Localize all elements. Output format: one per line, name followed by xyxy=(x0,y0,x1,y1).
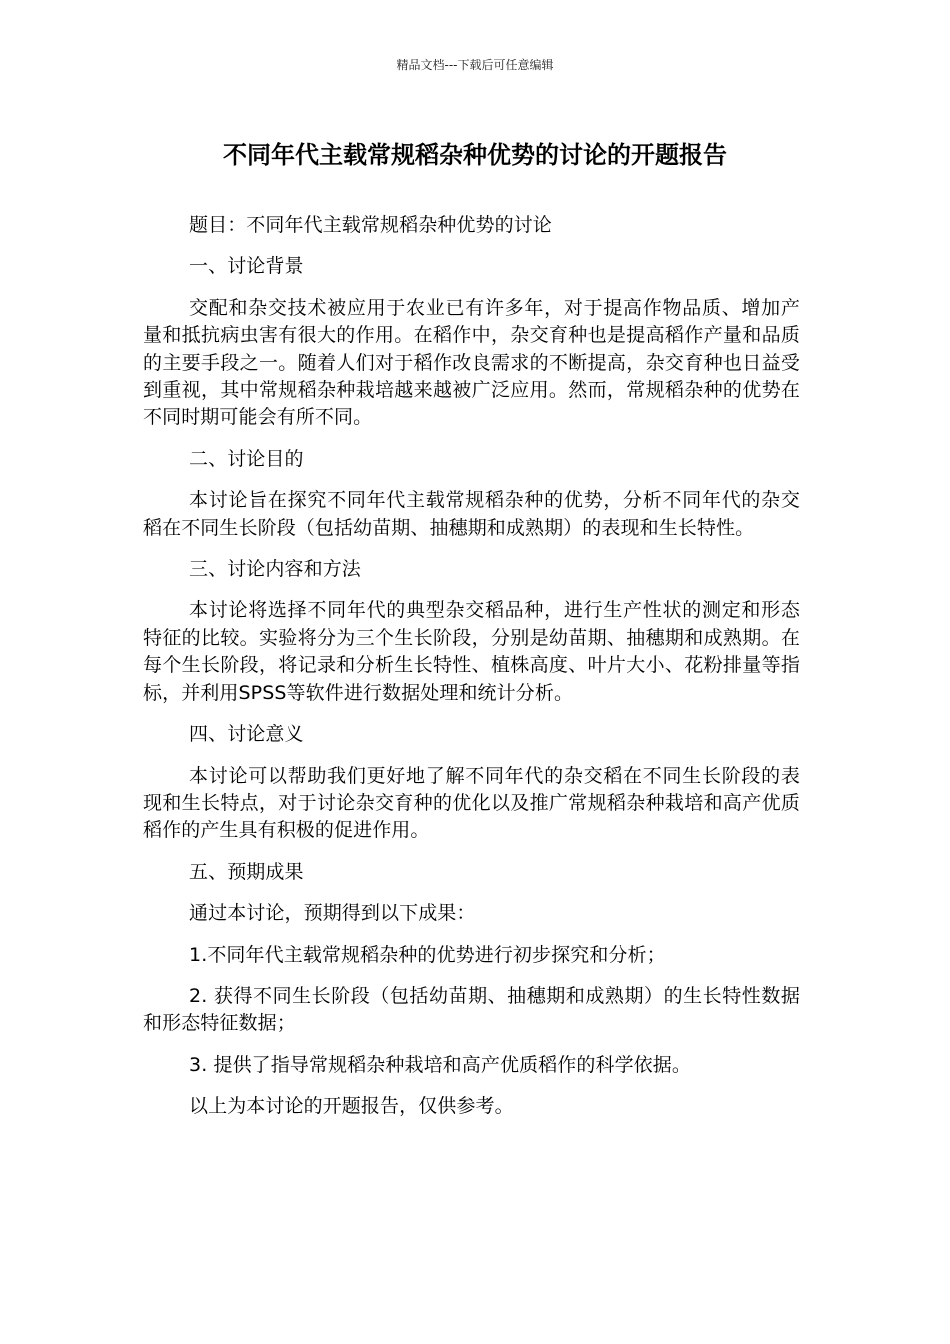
paragraph-background: 交配和杂交技术被应用于农业已有许多年，对于提高作物品质、增加产量和抵抗病虫害有很大的作用。在稻作中，杂交育种也是提高稻作产量和品质的主要手段之一。随着人们对于稻作改良需求的不断提高，杂交育种也日益受到重视，其中常规稻杂种栽培越来越被广泛应用。然而，常规稻杂种的优势在不同时期可能会有所不同。 xyxy=(143,296,800,429)
topic-line: 题目：不同年代主载常规稻杂种优势的讨论 xyxy=(189,214,552,236)
paragraph-purpose: 本讨论旨在探究不同年代主载常规稻杂种的优势，分析不同年代的杂交稻在不同生长阶段（包括幼苗期、抽穗期和成熟期）的表现和生长特性。 xyxy=(143,489,800,539)
list-item-1: 1.不同年代主载常规稻杂种的优势进行初步探究和分析； xyxy=(189,943,666,966)
paragraph-content-method: 本讨论将选择不同年代的典型杂交稻品种，进行生产性状的测定和形态特征的比较。实验将分为三个生长阶段，分别是幼苗期、抽穗期和成熟期。在每个生长阶段，将记录和分析生长特性、植株高度、叶片大小、花粉排量等指标，并利用SPSS等软件进行数据处理和统计分析。 xyxy=(143,599,800,704)
paragraph-significance: 本讨论可以帮助我们更好地了解不同年代的杂交稻在不同生长阶段的表现和生长特点，对于讨论杂交育种的优化以及推广常规稻杂种栽培和高产优质稻作的产生具有积极的促进作用。 xyxy=(143,764,800,842)
section-heading-expected-results: 五、预期成果 xyxy=(189,860,304,883)
document-body xyxy=(143,212,800,1135)
section-heading-content-method: 三、讨论内容和方法 xyxy=(189,558,361,581)
closing-line: 以上为本讨论的开题报告，仅供参考。 xyxy=(189,1095,514,1118)
paragraph-expected-intro: 通过本讨论，预期得到以下成果： xyxy=(189,902,476,925)
section-heading-purpose: 二、讨论目的 xyxy=(189,447,304,470)
header-note: 精品文档---下载后可任意编辑 xyxy=(396,58,554,72)
section-heading-background: 一、讨论背景 xyxy=(189,255,304,278)
document-title: 不同年代主载常规稻杂种优势的讨论的开题报告 xyxy=(223,141,727,169)
list-item-2: 2. 获得不同生长阶段（包括幼苗期、抽穗期和成熟期）的生长特性数据和形态特征数据； xyxy=(143,984,800,1035)
section-heading-significance: 四、讨论意义 xyxy=(189,723,304,746)
list-item-3: 3. 提供了指导常规稻杂种栽培和高产优质稻作的科学依据。 xyxy=(189,1053,691,1076)
